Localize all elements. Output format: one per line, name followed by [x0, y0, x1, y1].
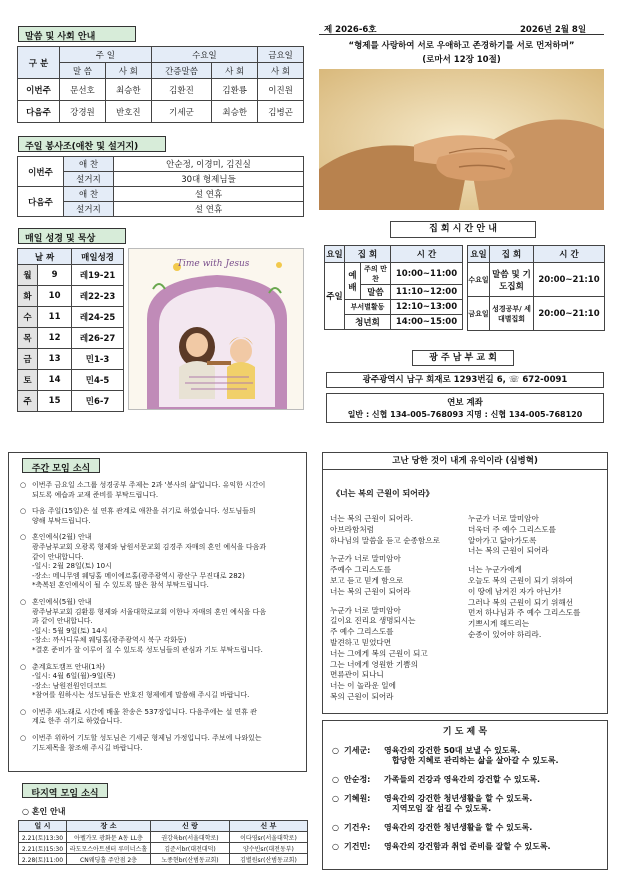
cell: 최승한	[212, 101, 258, 123]
cell: 이진원	[258, 79, 304, 101]
poem-line: 너는 이 놀라운 일에	[330, 681, 396, 691]
cell: 강경원	[60, 101, 106, 123]
meet-day: 수요일	[468, 263, 490, 297]
weekly-news-line: -장소: 남원전원인더코트	[32, 681, 107, 690]
bullet-icon: ○	[332, 823, 339, 832]
poem-stanza	[330, 554, 470, 597]
sub-header: 말 씀	[60, 63, 106, 79]
weekly-news-line: -장소: 까사디루체 웨딩홀(광주광역시 북구 각화동)	[32, 636, 187, 645]
poem-line: 그는 너에게 영원한 기쁨의	[330, 659, 418, 669]
reading-cell: 레22-23	[72, 286, 124, 307]
wedding-cell: 아펠가모 광화문 A동 LL층	[67, 832, 151, 843]
church-name: 광 주 남 부 교 회	[412, 350, 514, 366]
weekly-news-line: 되도록 예습과 교재 준비를 부탁드립니다.	[32, 490, 159, 499]
prayer-line: 영육간의 강건함과 취업 준비를 잘할 수 있도록.	[384, 842, 551, 851]
week-label: 이번주	[18, 157, 64, 187]
group-sunday: 주 일	[60, 47, 152, 63]
meet-name: 청년회	[345, 315, 391, 330]
weekly-news-line: 춘계효도캠프 안내(1차)	[32, 662, 105, 671]
prayer-name: 기세군:	[344, 746, 371, 755]
weekly-news-line: 이번주 위하여 기도할 성도님은 기세군 형제님 가정입니다. 주보에 나와있는	[32, 734, 262, 743]
cell: 김환진	[151, 79, 212, 101]
volunteer-section-title: 주일 봉사조(애찬 및 설거지)	[18, 136, 166, 152]
day-label: 주	[18, 391, 38, 412]
wedding-cell: 김준서br(대전대덕)	[151, 843, 230, 854]
hands-image	[319, 69, 604, 210]
poem-line: 너는 복의 근원이 되어라	[330, 586, 411, 596]
meet-day: 주일	[325, 263, 345, 330]
date-cell: 9	[38, 265, 72, 286]
role-value: 30대 형제님들	[114, 172, 304, 187]
weekly-news-line: 혼인예식(5월) 안내	[32, 597, 92, 606]
sub-header: 사 회	[258, 63, 304, 79]
reading-cell: 레26-27	[72, 328, 124, 349]
account-title: 연보 계좌	[447, 398, 483, 408]
poem-line: 더욱더 주 예수 그리스도를	[468, 524, 556, 534]
verse-reference: (로마서 12장 10절)	[422, 55, 501, 65]
reading-cell: 민4-5	[72, 370, 124, 391]
weekly-news-line: 이번주 금요일 소그룹 성경공부 주제는 2과 '봉사의 삶'입니다. 유익한 시간이	[32, 481, 266, 489]
prayer-item	[332, 842, 604, 852]
wedding-subtitle: ○ 혼인 안내	[22, 807, 66, 816]
prayer-item	[332, 746, 604, 766]
account-box	[326, 393, 604, 423]
cell: 최승한	[105, 79, 151, 101]
poem-line: 복의 근원이 되어라	[330, 691, 394, 701]
meet-name: 말씀 및 기도집회	[490, 263, 534, 297]
meet-time: 10:00~11:00	[391, 263, 463, 285]
weekly-news-line: 같이 안내합니다.	[32, 552, 84, 561]
hands-photo	[319, 69, 604, 210]
poem-line: 그러나 복의 근원이 되기 위해선	[468, 597, 574, 607]
wedding-table	[18, 820, 308, 865]
sub-header: 사 회	[105, 63, 151, 79]
reading-cell: 민6-7	[72, 391, 124, 412]
weekly-news-line: 과 같이 안내합니다.	[32, 617, 93, 626]
poem-line: 누군가 너로 말미암아	[468, 514, 539, 523]
role-label: 애 찬	[64, 187, 114, 202]
sermon-table	[17, 46, 304, 123]
role-value: 설 연휴	[114, 187, 304, 202]
weekly-news-line: -일시: 2월 28일(토) 10시	[32, 562, 112, 571]
poem-line: 너는 누군가에게	[468, 565, 522, 575]
bullet-icon: ○	[20, 662, 27, 671]
poem-title: 《너는 복의 근원이 되어라》	[332, 489, 434, 498]
wedding-cell: 김별원sr(산범동교회)	[229, 854, 307, 865]
bullet-icon: ○	[20, 481, 27, 489]
weekly-news-item	[20, 734, 304, 753]
wedding-cell: CN웨딩홀 주안점 2층	[67, 854, 151, 865]
cell: 김환룡	[212, 79, 258, 101]
meeting-table-weekday	[467, 245, 605, 331]
meet-time: 12:10~13:00	[391, 300, 463, 315]
date-cell: 11	[38, 307, 72, 328]
cell: 문선호	[60, 79, 106, 101]
wedding-header: 장 소	[67, 821, 151, 832]
meet-header: 요일	[325, 246, 345, 263]
group-friday: 금요일	[258, 47, 304, 63]
bullet-icon: ○	[20, 734, 27, 743]
illustration-caption: Time with Jesus	[177, 259, 250, 269]
poem-line: 먼저 하나님과 주 예수 그리스도를	[468, 608, 581, 618]
wedding-cell: 이다영sr(서울대학로)	[229, 832, 307, 843]
weekly-news-line: 광주남부교회 김환룡 형제와 서울대학로교회 이한나 자매의 혼인 예식을 다음	[32, 607, 267, 616]
wedding-cell: 노종현br(산범동교회)	[151, 854, 230, 865]
weekly-news-line: *축복된 혼인예식이 될 수 있도록 많은 참석 부탁드립니다.	[32, 581, 209, 590]
date-cell: 13	[38, 349, 72, 370]
role-label: 설거지	[64, 172, 114, 187]
weekly-news-line: *참여를 원하시는 성도님들은 반호진 형제에게 말씀해 주시길 바랍니다.	[32, 691, 250, 700]
prayer-item	[332, 775, 604, 785]
meet-time: 20:00~21:10	[534, 297, 605, 331]
poem-line: 발견하고 믿었다면	[330, 637, 392, 647]
row-label: 다음주	[18, 101, 60, 123]
poem-line: 보고 듣고 믿게 함으로	[330, 575, 404, 585]
day-label: 토	[18, 370, 38, 391]
poem-stanza	[468, 514, 608, 557]
role-label: 설거지	[64, 202, 114, 217]
meet-day: 금요일	[468, 297, 490, 331]
wedding-cell: 양수빈sr(대전동부)	[229, 843, 307, 854]
weekly-news-line: *결혼 준비가 잘 이루어 질 수 있도록 성도님들의 관심과 기도 부탁드립니다.	[32, 645, 263, 654]
poem-stanza	[468, 565, 608, 641]
bullet-icon: ○	[332, 746, 339, 755]
weekly-news-item	[20, 708, 304, 727]
poem-line: 너는 복의 근원이 되어라.	[330, 514, 414, 523]
poem-header: 고난 당한 것이 내게 유익이라 (심병혁)	[322, 452, 608, 470]
weekly-news-line: 계로 한주 쉬기로 하였습니다.	[32, 717, 123, 726]
weekly-news-item	[20, 598, 304, 656]
poem-line: 알아가고 닮아가도록	[468, 535, 537, 545]
poem-line: 오늘도 복의 근원이 되기 위하여	[468, 575, 574, 585]
role-value: 안순정, 이경미, 김진실	[114, 157, 304, 172]
poem-line: 누군가 너로 말미암아	[330, 554, 401, 564]
header-divider	[319, 34, 604, 35]
volunteer-table	[17, 156, 304, 217]
meet-header: 시 간	[534, 246, 605, 263]
cell: 김병곤	[258, 101, 304, 123]
poem-stanza	[330, 514, 470, 546]
account-numbers: 일반 : 신협 134-005-768093 지명 : 신협 134-005-768120	[347, 410, 583, 419]
meet-time: 11:10~12:00	[391, 285, 463, 300]
poem-line: 길이요 진리요 생명되시는	[330, 616, 416, 626]
weekly-news-line: -일시: 5월 9일(토) 14시	[32, 626, 108, 635]
illustration-art	[129, 249, 304, 410]
meet-header: 시 간	[391, 246, 463, 263]
poem-line: 너는 복의 근원이 되어라	[468, 546, 549, 556]
day-label: 목	[18, 328, 38, 349]
weekly-news-line: 다음 주일(15일)은 설 연휴 관계로 애찬을 쉬기로 하였습니다. 성도님들의	[32, 507, 256, 516]
week-label: 다음주	[18, 187, 64, 217]
wedding-header: 일 시	[19, 821, 67, 832]
prayer-line: 합당한 지혜로 관리하는 삶을 살아갈 수 있도록.	[392, 756, 559, 765]
role-value: 설 연휴	[114, 202, 304, 217]
weekly-news-title: 주간 모임 소식	[22, 458, 100, 473]
role-label: 애 찬	[64, 157, 114, 172]
reading-cell: 민1-3	[72, 349, 124, 370]
bullet-icon: ○	[20, 707, 27, 716]
prayer-name: 기건우:	[344, 823, 371, 832]
cell: 기세군	[151, 101, 212, 123]
sub-header: 사 회	[212, 63, 258, 79]
date-cell: 12	[38, 328, 72, 349]
reading-cell: 레19-21	[72, 265, 124, 286]
prayer-name: 안순정:	[344, 775, 371, 784]
meet-name: 말씀	[361, 285, 391, 300]
poem-line: 너는 그에게 복의 근원이 되고	[330, 648, 428, 658]
meet-name: 주의 만찬	[361, 263, 391, 285]
weekly-news-item	[20, 533, 304, 591]
poem-line: 아브라함처럼	[330, 524, 375, 534]
wedding-subtitle-text: 혼인 안내	[31, 807, 66, 816]
wedding-cell: 권강육br(서울대학로)	[151, 832, 230, 843]
day-label: 월	[18, 265, 38, 286]
date-cell: 14	[38, 370, 72, 391]
poem-right-column	[468, 514, 608, 649]
weekly-news-line: 혼인예식(2월) 안내	[32, 533, 92, 542]
issue-number: 제 2026-6호	[324, 25, 377, 35]
poem-left-column	[330, 514, 470, 711]
church-address: 광주광역시 남구 회재로 1293번길 6, ☏ 672-0091	[326, 372, 604, 388]
day-label: 화	[18, 286, 38, 307]
bullet-icon: ○	[332, 794, 339, 803]
bullet-icon: ○	[20, 533, 27, 542]
poem-line: 주 예수 그리스도를	[330, 627, 394, 637]
sermon-section-title: 말씀 및 사회 안내	[18, 26, 136, 42]
row-label: 이번주	[18, 79, 60, 101]
weekly-news-list	[20, 481, 304, 760]
weekly-news-line: -장소: 메니무엠 웨딩홀 메이에르홀(광주광역시 광산구 무진대로 282)	[32, 571, 245, 580]
weekly-news-line: 이번주 새노래로 시간에 배울 찬송은 537장입니다. 다음주에는 설 연휴 관	[32, 707, 257, 716]
prayer-line: 가족들의 건강과 영육간의 강건할 수 있도록.	[384, 775, 541, 784]
prayer-item	[332, 794, 604, 814]
meet-header: 요일	[468, 246, 490, 263]
prayer-item	[332, 823, 604, 833]
wedding-cell: 2.21(토)15:30	[19, 843, 67, 854]
verse-text: “형제를 사랑하여 서로 우애하고 존경하기를 서로 먼저하며”	[348, 41, 575, 51]
other-news-title: 타지역 모임 소식	[22, 783, 108, 798]
time-with-jesus-illustration	[128, 248, 304, 410]
prayer-line: 지역모임 잘 섬길 수 있도록.	[392, 804, 492, 813]
meet-time: 20:00~21:10	[534, 263, 605, 297]
prayer-name: 기혜원:	[344, 794, 371, 803]
poem-line: 순종이 있어야 하리라.	[468, 629, 542, 639]
meet-name: 성경공부/ 세대별집회	[490, 297, 534, 331]
weekly-news-line: 광주남부교회 오광록 형제와 남원서문교회 김경주 자매의 혼인 예식을 다음과	[32, 542, 267, 551]
wedding-cell: 2.28(토)11:00	[19, 854, 67, 865]
weekly-news-item	[20, 507, 304, 526]
issue-date: 2026년 2월 8일	[520, 25, 587, 35]
meet-name: 부서별활동	[345, 300, 391, 315]
prayer-list	[332, 746, 604, 861]
meet-header: 집 회	[490, 246, 534, 263]
bible-header-reading: 매일성경	[72, 249, 124, 265]
poem-line: 주예수 그리스도를	[330, 565, 392, 575]
reading-cell: 레24-25	[72, 307, 124, 328]
weekly-news-item	[20, 481, 304, 500]
wedding-header: 신 랑	[151, 821, 230, 832]
poem-line: 기쁘시게 해드리는	[468, 619, 530, 629]
group-wednesday: 수요일	[151, 47, 257, 63]
meet-header: 집 회	[345, 246, 391, 263]
weekly-news-line: -일시: 4월 6일(월)-9일(목)	[32, 672, 116, 681]
poem-line: 하나님의 말씀을 듣고 순종함으로	[330, 535, 440, 545]
bible-header-date: 날 짜	[18, 249, 72, 265]
meeting-table-sunday	[324, 245, 463, 330]
bullet-icon: ○	[332, 842, 339, 851]
cell: 반호진	[105, 101, 151, 123]
meeting-section-title: 집 회 시 간 안 내	[390, 221, 536, 238]
wedding-cell: 라도모스아트센터 루미너스홀	[67, 843, 151, 854]
date-cell: 10	[38, 286, 72, 307]
prayer-line: 영육간의 강건한 청년생활을 할 수 있도록.	[384, 823, 533, 832]
poem-line: 면류관이 되나니	[330, 670, 384, 680]
prayer-name: 기건민:	[344, 842, 371, 851]
meet-worship: 예배	[345, 263, 361, 300]
date-cell: 15	[38, 391, 72, 412]
bible-section-title: 매일 성경 및 묵상	[18, 228, 126, 244]
wedding-header: 신 부	[229, 821, 307, 832]
prayer-line: 영육간의 강건한 50대 보낼 수 있도록.	[384, 746, 521, 755]
prayer-line: 영육간의 강건한 청년생활을 할 수 있도록.	[384, 794, 533, 803]
prayer-title: 기 도 제 목	[442, 727, 488, 737]
sub-header: 간증말씀	[151, 63, 212, 79]
bullet-icon: ○	[20, 507, 27, 516]
weekly-news-line: 양해 부탁드립니다.	[32, 516, 91, 525]
day-label: 수	[18, 307, 38, 328]
poem-line: 누군가 너로 말미암아	[330, 605, 401, 615]
bible-table	[17, 248, 124, 412]
bullet-icon: ○	[332, 775, 339, 784]
bullet-icon: ○	[20, 597, 27, 606]
day-label: 금	[18, 349, 38, 370]
poem-stanza	[330, 606, 470, 703]
weekly-news-item	[20, 663, 304, 701]
meet-time: 14:00~15:00	[391, 315, 463, 330]
weekly-news-line: 기도제목을 참조해 주시길 바랍니다.	[32, 743, 143, 752]
sermon-col-label: 구 분	[18, 47, 60, 79]
wedding-cell: 2.21(토)13:30	[19, 832, 67, 843]
poem-line: 이 땅에 남겨진 자가 아닌가!	[468, 586, 562, 596]
